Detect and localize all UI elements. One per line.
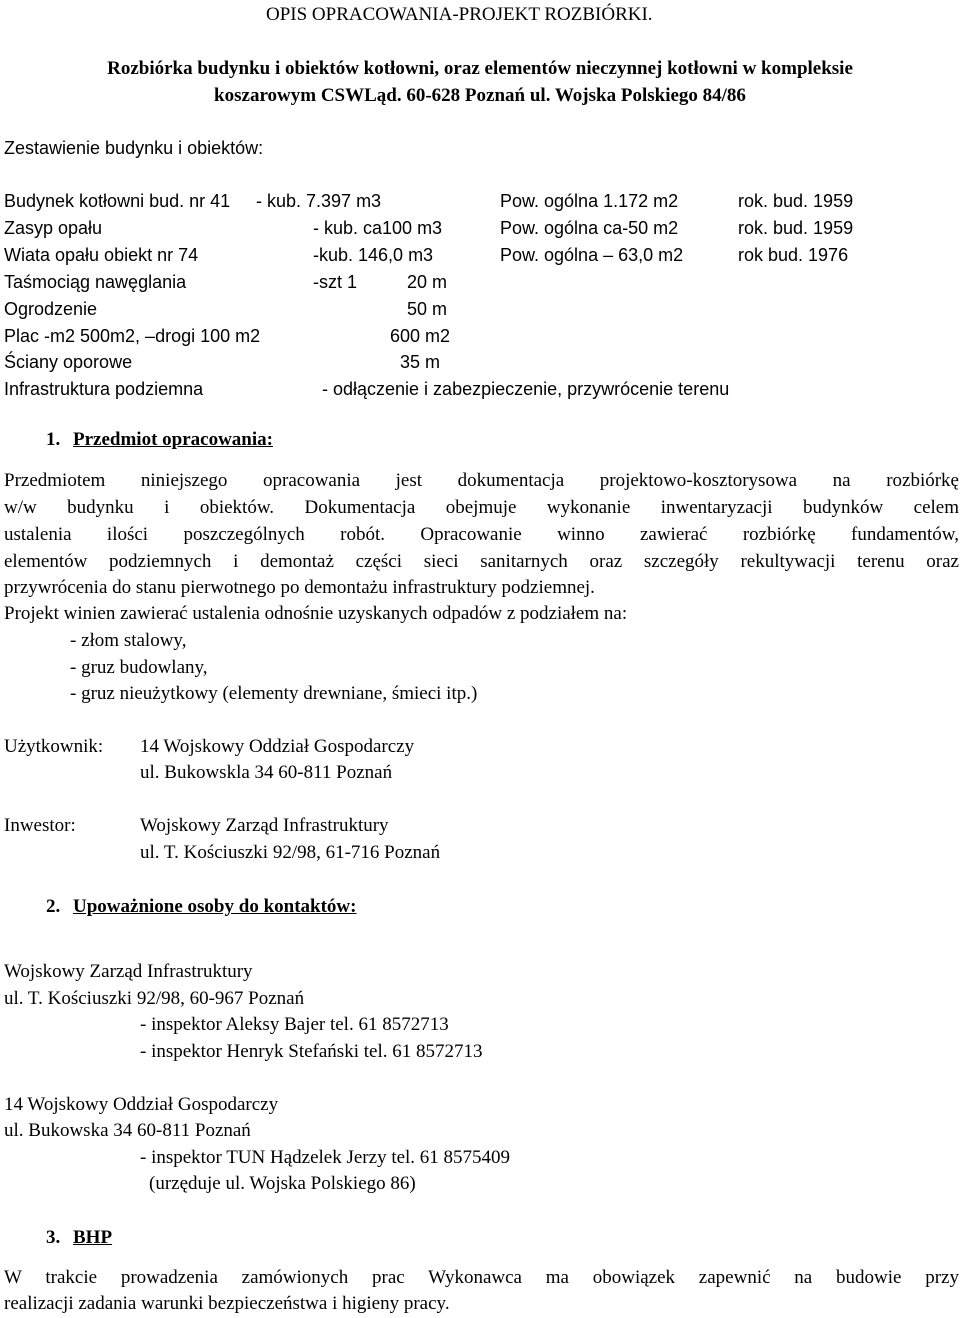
inventory-quantity: 35 m [400,352,441,372]
user-address: ul. Bukowskla 34 60-811 Poznań [140,762,393,783]
inventory-area: Pow. ogólna ca-50 m2 [500,218,679,238]
paragraph-line: w/w budynku i obiektów. Dokumentacja obejmuje wykonanie inwentaryzacji budynków celem [4,497,959,518]
user-name: 14 Wojskowy Oddział Gospodarczy [140,736,415,757]
paragraph-line: W trakcie prowadzenia zamówionych prac Wykonawca ma obowiązek zapewnić na budowie przy [4,1267,959,1288]
user-label: Użytkownik: [4,736,104,757]
investor-address: ul. T. Kościuszki 92/98, 61-716 Poznań [140,842,441,863]
waste-list-item: - gruz budowlany, [70,657,208,678]
contact-org-name: 14 Wojskowy Oddział Gospodarczy [4,1094,279,1115]
section-2-title: Upoważnione osoby do kontaktów: [73,896,357,917]
inventory-name: Budynek kotłowni bud. nr 41 [4,191,231,211]
document-subtitle-line-1: Rozbiórka budynku i obiektów kotłowni, oraz elementów nieczynnej kotłowni w kompleksie [107,58,853,79]
section-2-number: 2. [46,896,61,917]
inventory-name: Plac -m2 500m2, –drogi 100 m2 [4,326,261,346]
inventory-name: Ogrodzenie [4,299,98,319]
document-subtitle-line-2: koszarowym CSWLąd. 60-628 Poznań ul. Wojska Polskiego 84/86 [214,85,746,106]
inventory-area: Pow. ogólna – 63,0 m2 [500,245,684,265]
inventory-year: rok. bud. 1959 [738,218,854,238]
section-1-title: Przedmiot opracowania: [73,429,273,450]
investor-label: Inwestor: [4,815,76,836]
inventory-year: rok bud. 1976 [738,245,849,265]
paragraph-line: przywrócenia do stanu pierwotnego po demontażu infrastruktury podziemnej. [4,577,595,598]
section-1-number: 1. [46,429,61,450]
contact-person: - inspektor TUN Hądzelek Jerzy tel. 61 8575409 [140,1147,511,1168]
inventory-quantity: 20 m [407,272,448,292]
inventory-name: Ściany oporowe [4,352,133,372]
inventory-name: Infrastruktura podziemna [4,379,204,399]
section-3-number: 3. [46,1227,61,1248]
section-3-title: BHP [73,1227,113,1248]
contact-org-address: ul. Bukowska 34 60-811 Poznań [4,1120,251,1141]
inventory-name: Zasyp opału [4,218,103,238]
paragraph-line: elementów podziemnych i demontaż części sieci sanitarnych oraz szczegóły rekultywacji terenu oraz [4,551,959,572]
inventory-volume: - kub. 7.397 m3 [256,191,382,211]
document-title: OPIS OPRACOWANIA-PROJEKT ROZBIÓRKI. [266,4,653,25]
contact-note: (urzęduje ul. Wojska Polskiego 86) [149,1173,416,1194]
paragraph-line: realizacji zadania warunki bezpieczeństwa i higieny pracy. [4,1293,450,1314]
waste-list-item: - gruz nieużytkowy (elementy drewniane, śmieci itp.) [70,683,478,704]
inventory-note: - odłączenie i zabezpieczenie, przywrócenie terenu [322,379,730,399]
inventory-year: rok. bud. 1959 [738,191,854,211]
contact-org-address: ul. T. Kościuszki 92/98, 60-967 Poznań [4,988,305,1009]
paragraph-line: ustalenia ilości poszczególnych robót. Opracowanie winno zawierać rozbiórkę fundamentów, [4,524,959,545]
inventory-quantity: 50 m [407,299,448,319]
inventory-area: Pow. ogólna 1.172 m2 [500,191,679,211]
inventory-volume: - kub. ca100 m3 [313,218,443,238]
investor-name: Wojskowy Zarząd Infrastruktury [140,815,389,836]
waste-list-item: - złom stalowy, [70,630,187,651]
contact-person: - inspektor Henryk Stefański tel. 61 8572713 [140,1041,483,1062]
contact-person: - inspektor Aleksy Bajer tel. 61 8572713 [140,1014,449,1035]
inventory-volume: -szt 1 [313,272,358,292]
contact-org-name: Wojskowy Zarząd Infrastruktury [4,961,253,982]
inventory-quantity: 600 m2 [390,326,451,346]
paragraph-line: Przedmiotem niniejszego opracowania jest dokumentacja projektowo-kosztorysowa na rozbiórkę [4,470,959,491]
inventory-heading: Zestawienie budynku i obiektów: [4,138,264,158]
inventory-name: Wiata opału obiekt nr 74 [4,245,199,265]
inventory-name: Taśmociąg nawęglania [4,272,187,292]
paragraph-line: Projekt winien zawierać ustalenia odnośnie uzyskanych odpadów z podziałem na: [4,603,628,624]
inventory-volume: -kub. 146,0 m3 [313,245,434,265]
